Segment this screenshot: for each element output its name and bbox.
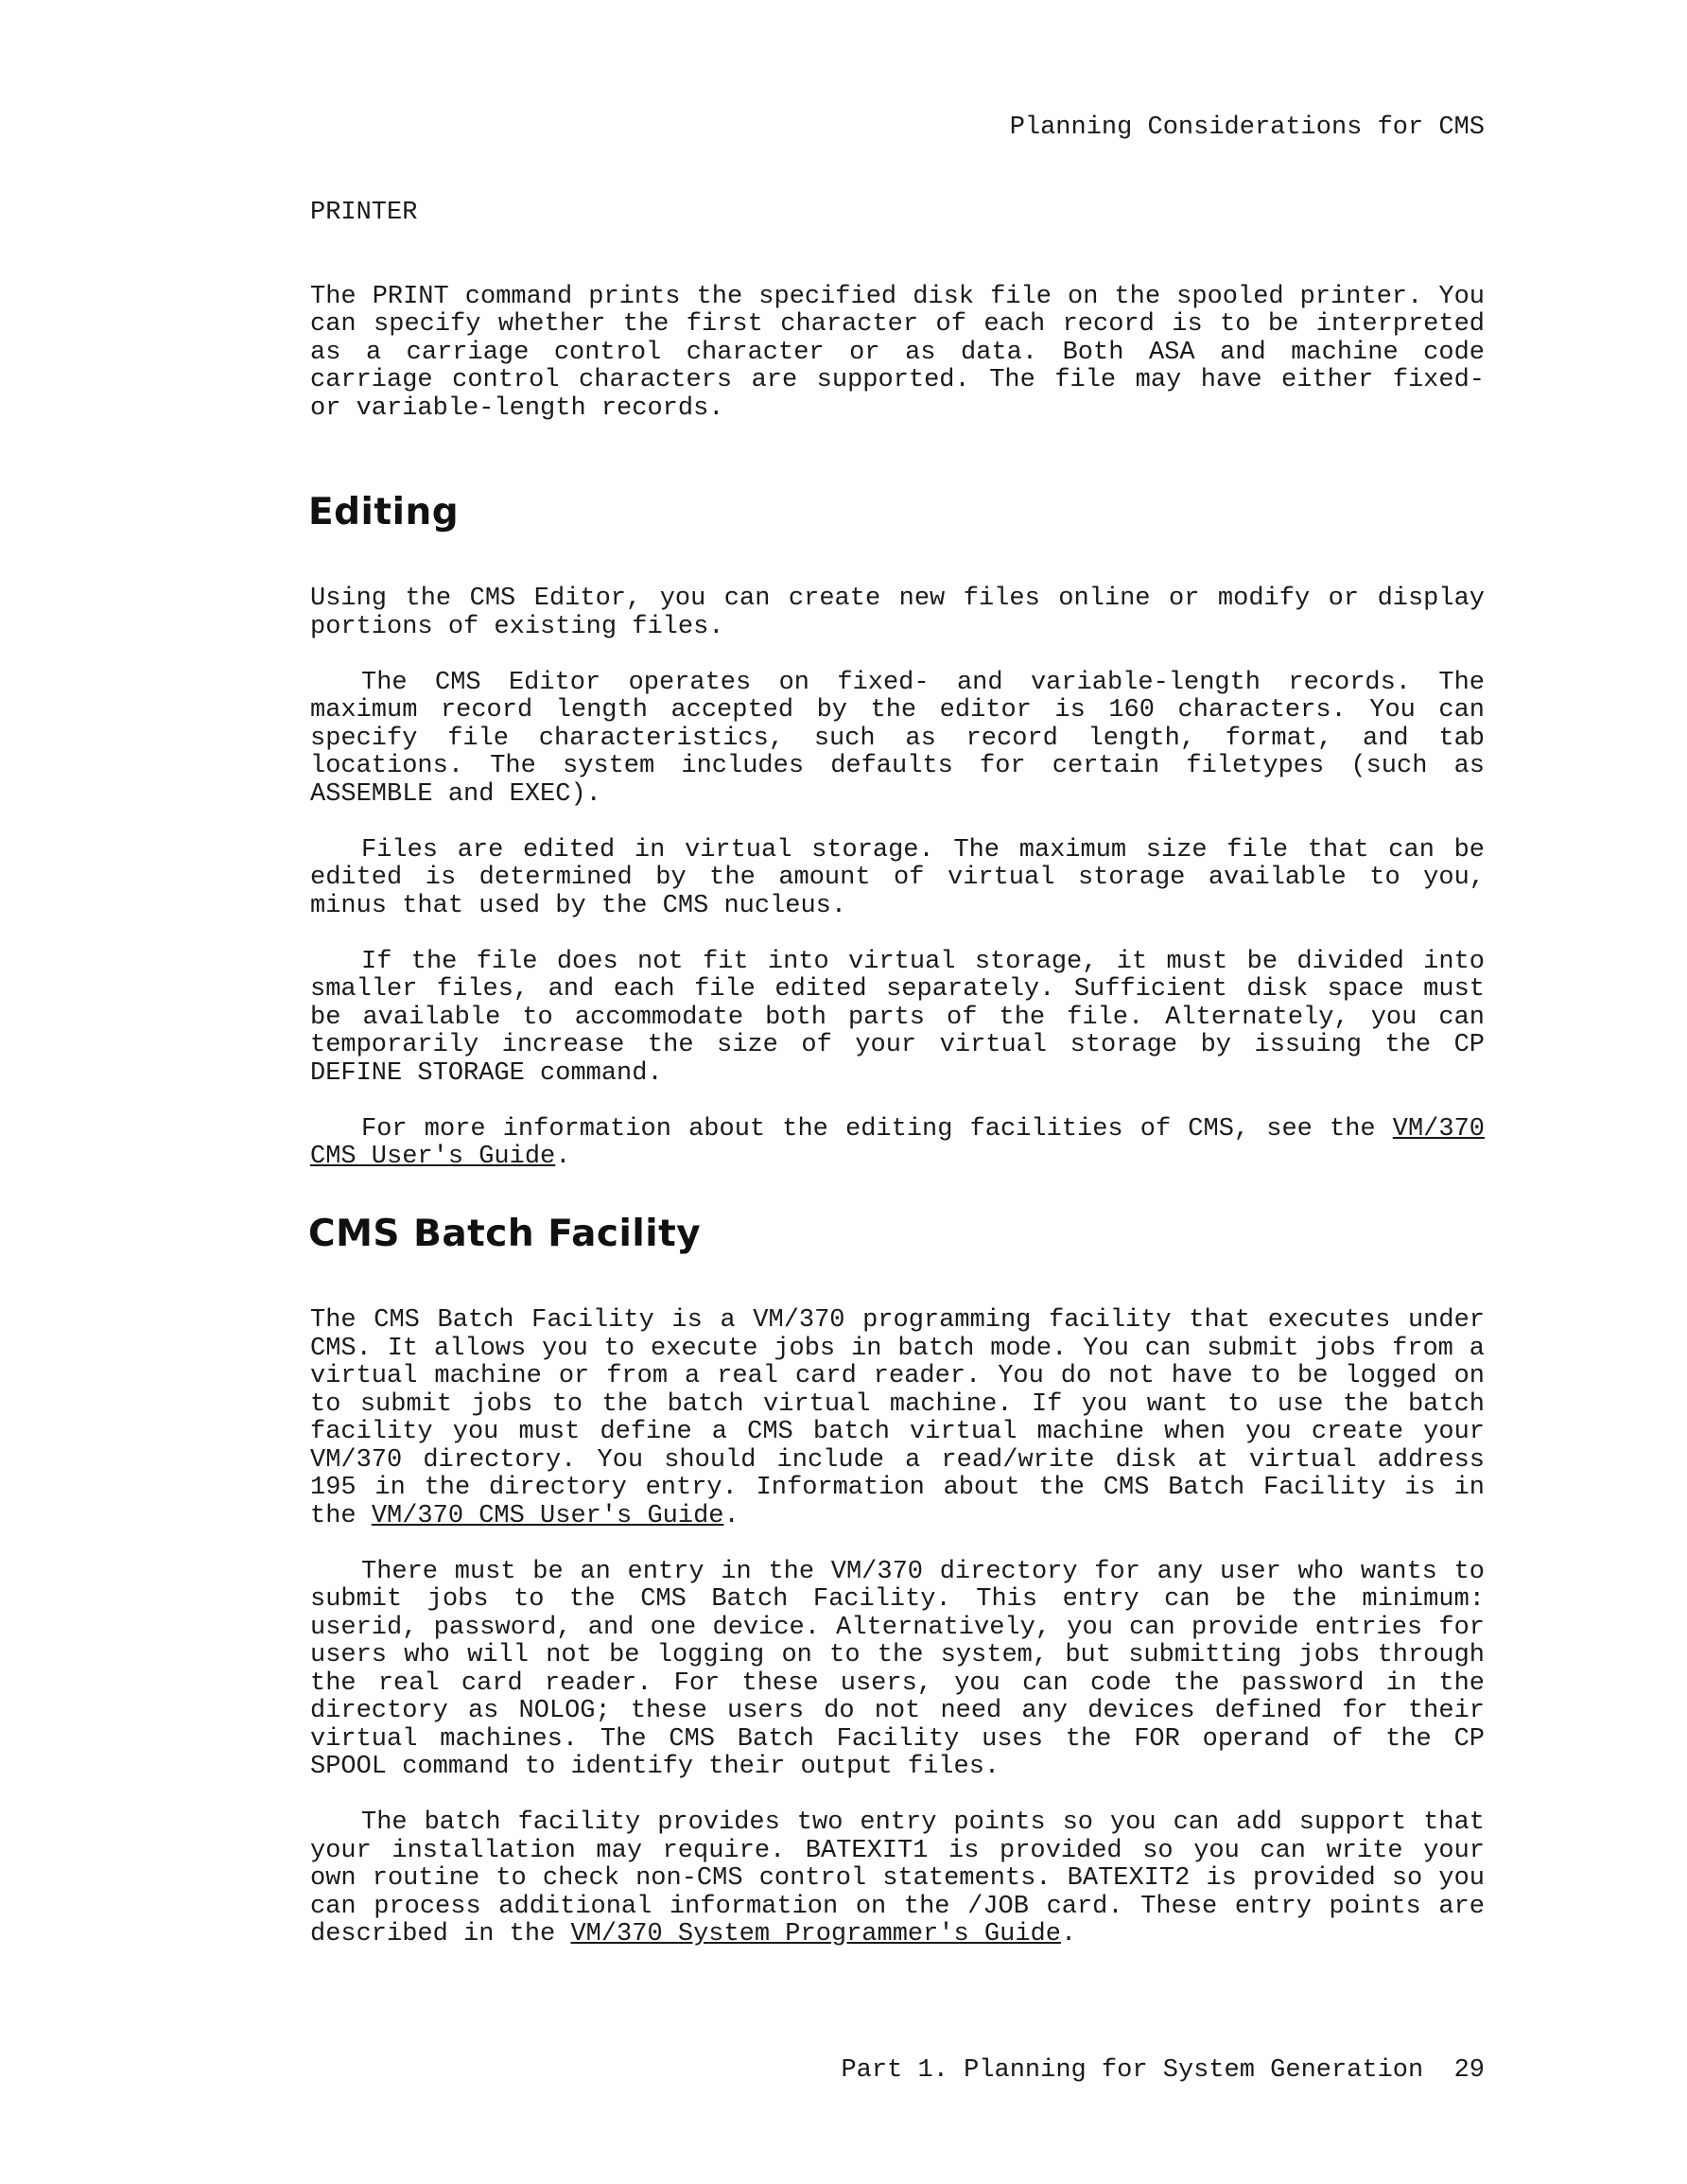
batch-paragraph-2: There must be an entry in the VM/370 directory for any user who wants to submit jobs to the CMS Batch Facility. This entry can be the minimum: userid, password, and one device. Alternatively, you can provide entries for users who will not be logging on to the system, but submitting jobs through the real card reader. For these users, you can code the password in the directory as NOLOG; these users do not need any devices defined for their virtual machines. The CMS Batch Facility uses the FOR operand of the CP SPOOL command to identify their output files. (310, 1557, 1485, 1781)
printer-label: PRINTER (310, 199, 418, 227)
editing-paragraph-5-end: . (555, 1143, 571, 1171)
running-header (974, 114, 1485, 143)
editing-section (310, 585, 1485, 1199)
printer-paragraph: The PRINT command prints the specified disk file on the spooled printer. You can specify whether the first character of each record is to be interpreted as a carriage control character or as data. Both ASA and machine code carriage control characters are supported. The file may have either fixed- or variable-length records. (310, 282, 1485, 423)
batch-paragraph-1-text: The CMS Batch Facility is a VM/370 programming facility that executes under CMS. It allows you to execute jobs in batch mode. You can submit jobs from a virtual machine or from a real card reader. You do not have to be logged on to submit jobs to the batch virtual machine. If you want to use the batch facility you must define a CMS batch virtual machine when you create your VM/370 directory. You should include a read/write disk at virtual address 195 in the directory entry. Information about the CMS Batch Facility is in the (310, 1306, 1485, 1530)
system-programmers-guide-reference: VM/370 System Programmer's Guide (570, 1920, 1061, 1948)
editing-paragraph-2: The CMS Editor operates on fixed- and variable-length records. The maximum record length accepted by the editor is 160 characters. You can specify file characteristics, such as record length, format, and tab locations. The system includes defaults for certain filetypes (such as ASSEMBLE and EXEC). (310, 668, 1485, 809)
editing-paragraph-4: If the file does not fit into virtual storage, it must be divided into smaller files, and each file edited separately. Sufficient disk space must be available to accommodate both parts of the file. Alternately, you can temporarily increase the size of your virtual storage by issuing the CP DEFINE STORAGE command. (310, 947, 1485, 1088)
batch-cms-users-guide-reference: VM/370 CMS User's Guide (371, 1501, 724, 1530)
cms-users-guide-reference: VM/370 CMS User's Guide (310, 1114, 1485, 1171)
printer-section (310, 200, 1485, 451)
editing-paragraph-5 (310, 1116, 1485, 1172)
footer-page-number: 29 (1453, 2056, 1485, 2085)
batch-section (310, 1307, 1485, 1977)
batch-heading: CMS Batch Facility (308, 1213, 702, 1255)
running-header-title: Planning Considerations for CMS (1009, 114, 1485, 142)
batch-paragraph-1 (310, 1307, 1485, 1530)
page-footer (757, 2057, 1485, 2086)
editing-heading: Editing (308, 491, 460, 533)
batch-paragraph-3 (310, 1809, 1485, 1949)
editing-paragraph-3: Files are edited in virtual storage. The maximum size file that can be edited is determined by the amount of virtual storage available to you, minus that used by the CMS nucleus. (310, 835, 1485, 920)
batch-paragraph-1-end: . (723, 1501, 739, 1530)
batch-paragraph-3-text: The batch facility provides two entry points so you can add support that your installation may require. BATEXIT1 is provided so you can write your own routine to check non-CMS control statements. BATEXIT2 is provided so you can process additional information on the /JOB card. These entry points are described in the (310, 1808, 1485, 1948)
editing-paragraph-5-text: For more information about the editing facilities of CMS, see the (361, 1114, 1393, 1144)
batch-paragraph-3-end: . (1060, 1920, 1077, 1948)
footer-part-title: Part 1. Planning for System Generation (841, 2056, 1424, 2085)
editing-paragraph-1: Using the CMS Editor, you can create new files online or modify or display portions of existing files. (310, 585, 1485, 641)
